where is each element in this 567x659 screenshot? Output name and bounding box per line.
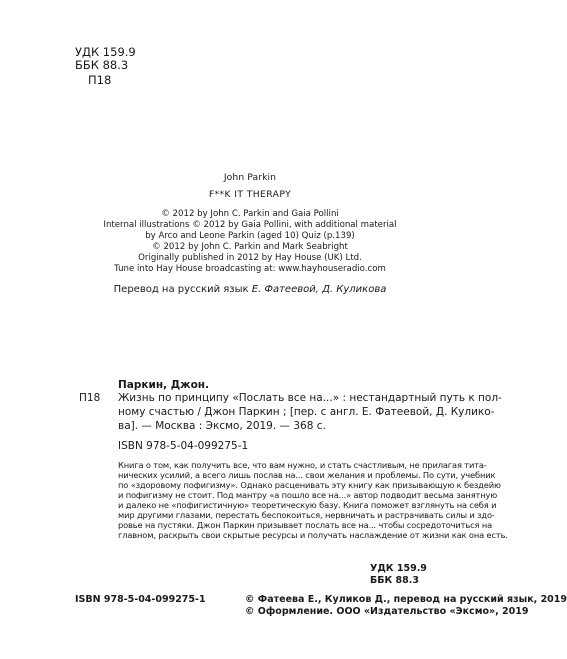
- abstract-line: и пофигизму не стоит. Под мантру «а пошло все на...» автор подводит весьма занятную: [118, 490, 498, 500]
- bibliography-line: ва]. — Москва : Эксмо, 2019. — 368 с.: [118, 420, 326, 432]
- abstract-line: мир другими глазами, перестать беспокоиться, нервничать и растрачивать силы и здо-: [118, 510, 495, 520]
- bibliography-code: П18: [79, 392, 101, 404]
- abstract-line: Книга о том, как получить все, что вам нужно, и стать счастливым, не прилагая тита-: [118, 460, 487, 470]
- copyright-line: by Arco and Leone Parkin (aged 10) Quiz (p.139): [145, 231, 355, 241]
- bibliography-line: ному счастью / Джон Паркин ; [пер. с англ. Е. Фатеевой, Д. Кулико-: [118, 406, 495, 418]
- original-author: John Parkin: [223, 172, 277, 183]
- copyright-line: Tune into Hay House broadcasting at: www.hayhouseradio.com: [114, 264, 386, 274]
- copyright-line: Originally published in 2012 by Hay House (UK) Ltd.: [138, 253, 362, 263]
- translation-credit: [0, 283, 500, 296]
- copyright-line: Internal illustrations © 2012 by Gaia Pollini, with additional material: [103, 220, 397, 230]
- footer-copyright-design: © Оформление. ООО «Издательство «Эксмо», 2019: [245, 606, 529, 617]
- bbk-code: ББК 88.3: [75, 58, 129, 72]
- bbk-code-bottom: ББК 88.3: [370, 575, 419, 586]
- abstract-line: главном, раскрыть свои скрытые ресурсы и получать наслаждение от жизни как она есть.: [118, 530, 508, 540]
- copyright-line: © 2012 by John C. Parkin and Mark Seabright: [152, 242, 348, 252]
- bibliography-isbn: ISBN 978-5-04-099275-1: [118, 440, 249, 452]
- author-code: П18: [88, 73, 112, 87]
- udk-code-bottom: УДК 159.9: [370, 563, 427, 574]
- translator-names: Е. Фатеевой, Д. Куликова: [251, 284, 387, 295]
- abstract-line: ровье на пустяки. Джон Паркин призывает послать все на... чтобы сосредоточиться на: [118, 520, 493, 530]
- original-title: F**K IT THERAPY: [208, 189, 292, 200]
- footer-copyright-translation: © Фатеева Е., Куликов Д., перевод на русский язык, 2019: [245, 594, 567, 605]
- footer-isbn: ISBN 978-5-04-099275-1: [75, 594, 206, 605]
- abstract-line: и далеко не «пофигистичную» теоретическую базу. Книга поможет взглянуть на себя и: [118, 500, 497, 510]
- translation-label: Перевод на русский язык: [113, 284, 252, 295]
- udk-code: УДК 159.9: [75, 45, 136, 59]
- copyright-line: © 2012 by John C. Parkin and Gaia Pollini: [161, 209, 339, 219]
- bibliography-author: Паркин, Джон.: [118, 379, 210, 391]
- bibliography-line: Жизнь по принципу «Послать все на...» : нестандартный путь к пол-: [118, 392, 502, 404]
- abstract-line: по «здоровому пофигизму». Однако расценивать эту книгу как призывающую к бездейю: [118, 480, 501, 490]
- abstract-line: нических усилий, а всего лишь послав на... свои желания и проблемы. По сути, учебник: [118, 470, 496, 480]
